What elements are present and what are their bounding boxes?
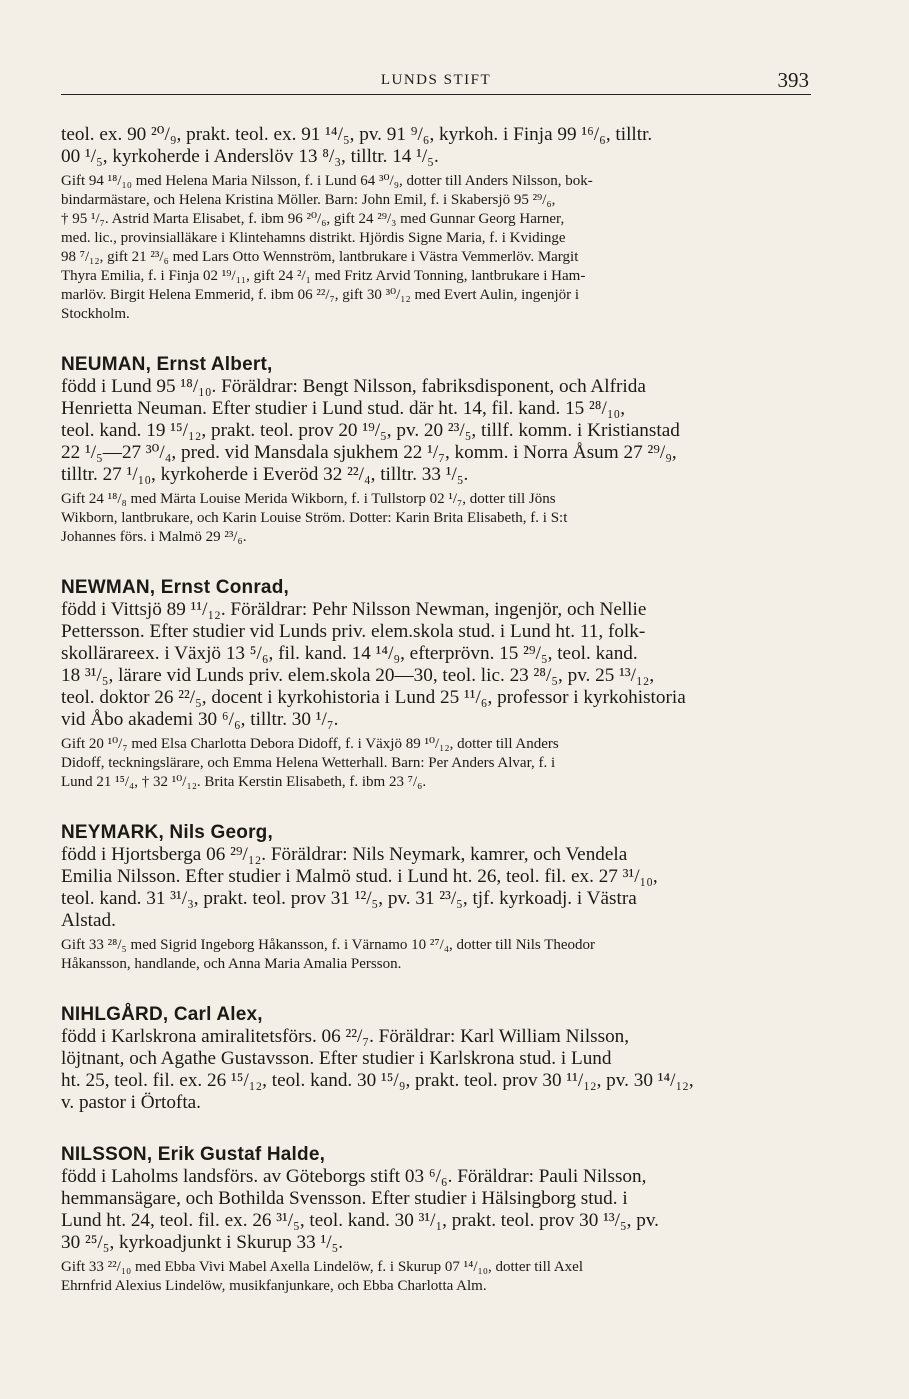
entry-main-text [61,1166,811,1254]
entry-name: NEWMAN, Ernst Conrad, [61,577,289,598]
text-line: hemmansägare, och Bothilda Svensson. Efter studier i Hälsingborg stud. i [61,1188,628,1209]
text-line: född i Vittsjö 89 ¹¹/₁₂. Föräldrar: Pehr Nilsson Newman, ingenjör, och Nellie [61,599,647,620]
text-line: Johannes förs. i Malmö 29 ²³/₆. [61,529,247,545]
text-line: Håkansson, handlande, och Anna Maria Amalia Persson. [61,956,402,972]
biography-entry-nilsson [61,1144,811,1296]
text-line: 18 ³¹/₅, lärare vid Lunds priv. elem.skola 20—30, teol. lic. 23 ²⁸/₅, pv. 25 ¹³/₁₂, [61,665,655,686]
entry-name: NEUMAN, Ernst Albert, [61,354,273,375]
text-line: Thyra Emilia, f. i Finja 02 ¹⁹/₁₁, gift 24 ²/₁ med Fritz Arvid Tonning, lantbrukare i Ham- [61,268,586,284]
text-line: vid Åbo akademi 30 ⁶/₆, tilltr. 30 ¹/₇. [61,709,339,730]
text-line: 30 ²⁵/₅, kyrkoadjunkt i Skurup 33 ¹/₅. [61,1232,344,1253]
entry-family-text [61,735,811,792]
text-line: Alstad. [61,910,116,931]
entry-main-text [61,1026,811,1114]
entry-name: NIHLGÅRD, Carl Alex, [61,1004,263,1025]
entry-name: NILSSON, Erik Gustaf Halde, [61,1144,326,1165]
entry-main-text [61,599,811,731]
entry-family-text [61,172,811,324]
entry-family-text [61,490,811,547]
biography-entry-newman [61,577,811,792]
text-line: Stockholm. [61,306,130,322]
biography-entry-neuman [61,354,811,547]
text-line: bindarmästare, och Helena Kristina Möller. Barn: John Emil, f. i Skabersjö 95 ²⁹/₆, [61,192,556,208]
page-body [61,124,811,1296]
text-line: Didoff, teckningslärare, och Emma Helena Wetterhall. Barn: Per Anders Alvar, f. i [61,755,556,771]
text-line: Gift 33 ²²/₁₀ med Ebba Vivi Mabel Axella Lindelöw, f. i Skurup 07 ¹⁴/₁₀, dotter till Axel [61,1259,584,1275]
text-line: Pettersson. Efter studier vid Lunds priv. elem.skola stud. i Lund ht. 11, folk- [61,621,646,642]
biography-entry-neymark [61,822,811,974]
text-line: 22 ¹/₅—27 ³⁰/₄, pred. vid Mansdala sjukhem 22 ¹/₇, komm. i Norra Åsum 27 ²⁹/₉, [61,442,677,463]
text-line: Gift 24 ¹⁸/₈ med Märta Louise Merida Wikborn, f. i Tullstorp 02 ¹/₇, dotter till Jöns [61,491,556,507]
text-line: Wikborn, lantbrukare, och Karin Louise Ström. Dotter: Karin Brita Elisabeth, f. i S:t [61,510,568,526]
text-line: † 95 ¹/₇. Astrid Marta Elisabet, f. ibm 96 ²⁰/₆, gift 24 ²⁹/₃ med Gunnar Georg Harner, [61,211,565,227]
text-line: född i Hjortsberga 06 ²⁹/₁₂. Föräldrar: Nils Neymark, kamrer, och Vendela [61,844,628,865]
text-line: 98 ⁷/₁₂, gift 21 ²³/₆ med Lars Otto Wennström, lantbrukare i Västra Vemmerlöv. Margit [61,249,579,265]
text-line: Lund 21 ¹⁵/₄, † 32 ¹⁰/₁₂. Brita Kerstin Elisabeth, f. ibm 23 ⁷/₆. [61,774,427,790]
entry-name: NEYMARK, Nils Georg, [61,822,273,843]
text-line: marlöv. Birgit Helena Emmerid, f. ibm 06 ²²/₇, gift 30 ³⁰/₁₂ med Evert Aulin, ingenjör i [61,287,580,303]
entry-family-text [61,1258,811,1296]
text-line: Ehrnfrid Alexius Lindelöw, musikfanjunkare, och Ebba Charlotta Alm. [61,1278,487,1294]
entry-main-text [61,376,811,486]
text-line: tilltr. 27 ¹/₁₀, kyrkoherde i Everöd 32 ²²/₄, tilltr. 33 ¹/₅. [61,464,469,485]
text-line: Gift 94 ¹⁸/₁₀ med Helena Maria Nilsson, f. i Lund 64 ³⁰/₉, dotter till Anders Nilsson, bok- [61,173,593,189]
running-header [61,70,811,95]
text-line: löjtnant, och Agathe Gustavsson. Efter studier i Karlskrona stud. i Lund [61,1048,612,1069]
text-line: teol. ex. 90 ²⁰/₉, prakt. teol. ex. 91 ¹⁴/₅, pv. 91 ⁹/₆, kyrkoh. i Finja 99 ¹⁶/₆, tilltr. [61,124,653,145]
text-line: född i Laholms landsförs. av Göteborgs stift 03 ⁶/₆. Föräldrar: Pauli Nilsson, [61,1166,647,1187]
text-line: med. lic., provinsialläkare i Klintehamns distrikt. Hjördis Signe Maria, f. i Kvidinge [61,230,566,246]
text-line: Gift 33 ²⁸/₅ med Sigrid Ingeborg Håkansson, f. i Värnamo 10 ²⁷/₄, dotter till Nils Theodor [61,937,596,953]
entry-main-text [61,844,811,932]
text-line: född i Karlskrona amiralitetsförs. 06 ²²/₇. Föräldrar: Karl William Nilsson, [61,1026,630,1047]
text-line: ht. 25, teol. fil. ex. 26 ¹⁵/₁₂, teol. kand. 30 ¹⁵/₉, prakt. teol. prov 30 ¹¹/₁₂, pv. 30 ¹⁴/₁₂, [61,1070,694,1091]
continued-entry [61,124,811,324]
text-line: Emilia Nilsson. Efter studier i Malmö stud. i Lund ht. 26, teol. fil. ex. 27 ³¹/₁₀, [61,866,658,887]
entry-main-text [61,124,811,168]
page-number: 393 [777,68,809,92]
text-line: född i Lund 95 ¹⁸/₁₀. Föräldrar: Bengt Nilsson, fabriksdisponent, och Alfrida [61,376,646,397]
text-line: Lund ht. 24, teol. fil. ex. 26 ³¹/₅, teol. kand. 30 ³¹/₁, prakt. teol. prov 30 ¹³/₅, pv. [61,1210,659,1231]
biography-entry-nihlgard [61,1004,811,1114]
text-line: 00 ¹/₅, kyrkoherde i Anderslöv 13 ⁸/₃, tilltr. 14 ¹/₅. [61,146,439,167]
entry-family-text [61,936,811,974]
text-line: Henrietta Neuman. Efter studier i Lund stud. där ht. 14, fil. kand. 15 ²⁸/₁₀, [61,398,626,419]
text-line: teol. doktor 26 ²²/₅, docent i kyrkohistoria i Lund 25 ¹¹/₆, professor i kyrkohistoria [61,687,686,708]
text-line: v. pastor i Örtofta. [61,1092,201,1113]
text-line: teol. kand. 19 ¹⁵/₁₂, prakt. teol. prov 20 ¹⁹/₅, pv. 20 ²³/₅, tillf. komm. i Kristianstad [61,420,680,441]
running-title: LUNDS STIFT [380,72,492,88]
text-line: Gift 20 ¹⁰/₇ med Elsa Charlotta Debora Didoff, f. i Växjö 89 ¹⁰/₁₂, dotter till Anders [61,736,559,752]
text-line: teol. kand. 31 ³¹/₃, prakt. teol. prov 31 ¹²/₅, pv. 31 ²³/₅, tjf. kyrkoadj. i Västra [61,888,637,909]
text-line: skollärareex. i Växjö 13 ⁵/₆, fil. kand. 14 ¹⁴/₉, efterprövn. 15 ²⁹/₅, teol. kand. [61,643,638,664]
